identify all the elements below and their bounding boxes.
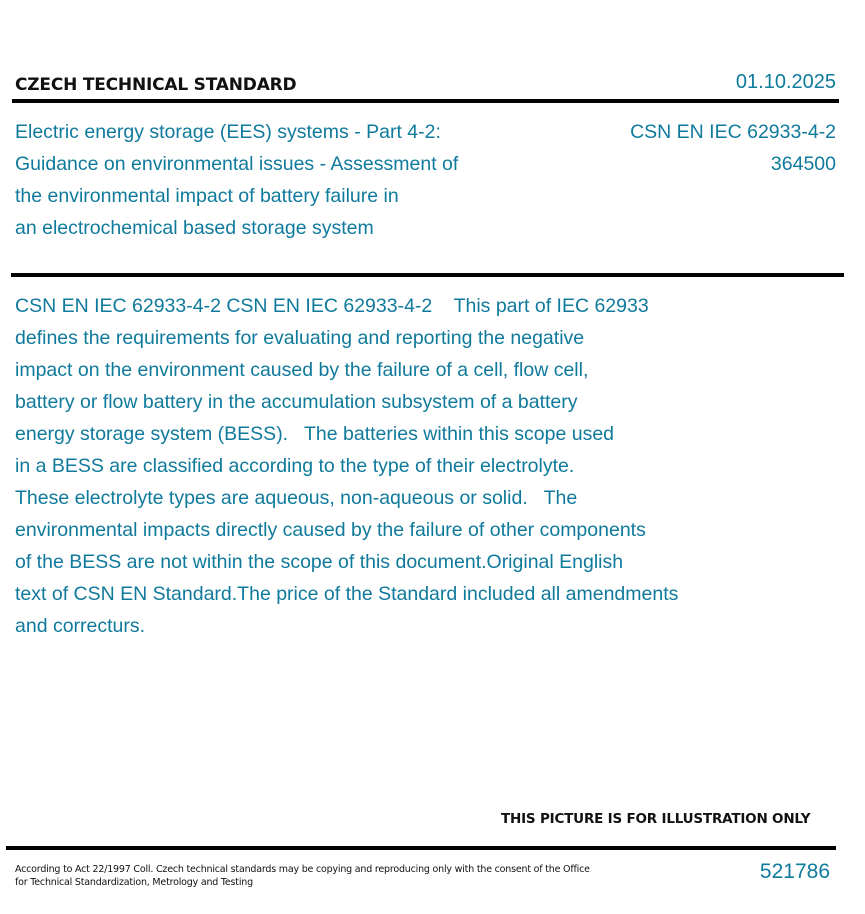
description-line: environmental impacts directly caused by the failure of other components	[15, 519, 646, 541]
description-line: impact on the environment caused by the failure of a cell, flow cell,	[15, 359, 589, 381]
legal-notice	[15, 863, 590, 889]
standard-description	[15, 290, 755, 642]
description-line: These electrolyte types are aqueous, non-aqueous or solid. The	[15, 487, 578, 509]
document-number: 521786	[759, 860, 830, 883]
publication-date: 01.10.2025	[735, 71, 836, 93]
standard-code: CSN EN IEC 62933-4-2	[630, 121, 836, 143]
description-line: text of CSN EN Standard.The price of the Standard included all amendments	[15, 583, 679, 605]
document-type-heading: CZECH TECHNICAL STANDARD	[15, 75, 297, 95]
legal-notice-line: for Technical Standardization, Metrology and Testing	[15, 877, 253, 888]
standard-identifiers	[630, 116, 836, 180]
standard-title-line: an electrochemical based storage system	[15, 217, 374, 239]
standard-title-line: Guidance on environmental issues - Assessment of	[15, 153, 459, 175]
description-line: of the BESS are not within the scope of this document.Original English	[15, 551, 624, 573]
catalog-number: 364500	[770, 153, 836, 175]
legal-notice-line: According to Act 22/1997 Coll. Czech technical standards may be copying and reproducing only with the consent of the Office	[15, 864, 590, 875]
description-line: defines the requirements for evaluating and reporting the negative	[15, 327, 585, 349]
standard-title-line: the environmental impact of battery failure in	[15, 185, 399, 207]
standard-title	[15, 116, 535, 244]
description-line: and correcturs.	[15, 615, 146, 637]
description-line: battery or flow battery in the accumulation subsystem of a battery	[15, 391, 578, 413]
title-divider	[11, 273, 844, 277]
description-line: in a BESS are classified according to the type of their electrolyte.	[15, 455, 575, 477]
header-divider	[12, 99, 839, 103]
footer-divider	[6, 846, 836, 850]
illustration-disclaimer: THIS PICTURE IS FOR ILLUSTRATION ONLY	[501, 811, 811, 827]
description-line: energy storage system (BESS). The batteries within this scope used	[15, 423, 615, 445]
description-line: CSN EN IEC 62933-4-2 CSN EN IEC 62933-4-2 This part of IEC 62933	[15, 295, 649, 317]
standard-title-line: Electric energy storage (EES) systems - Part 4-2:	[15, 121, 441, 143]
